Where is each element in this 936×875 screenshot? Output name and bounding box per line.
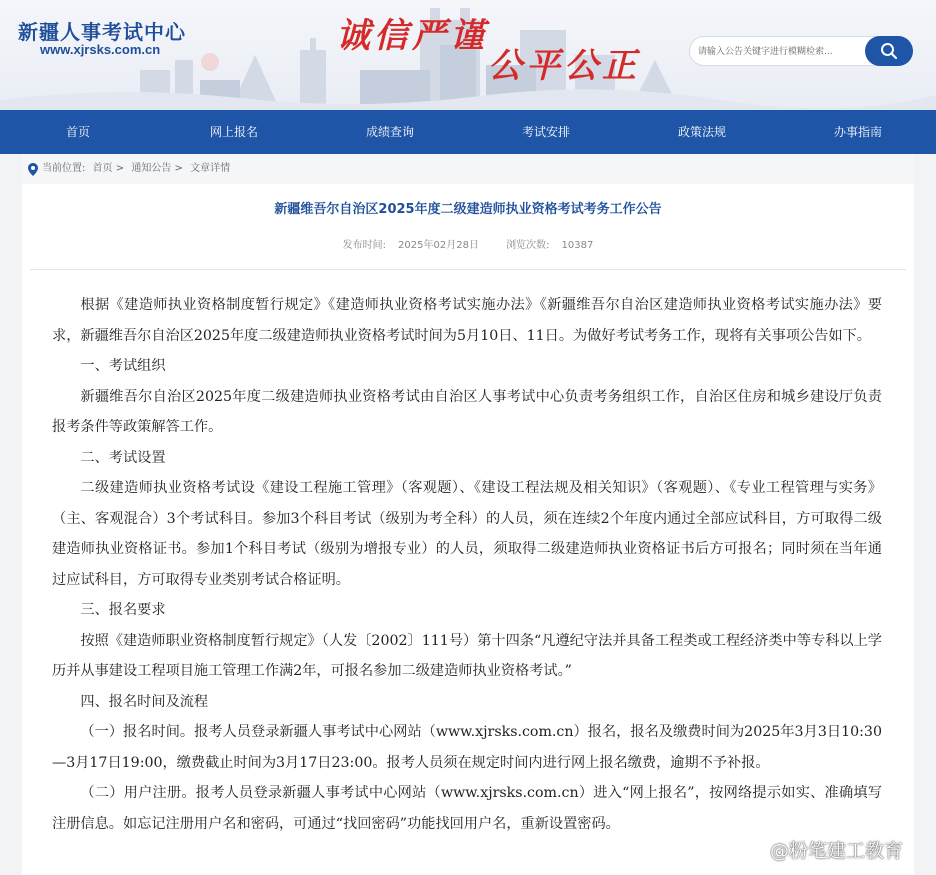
publish-date: 2025年02月28日 xyxy=(398,240,479,251)
site-header xyxy=(0,0,936,110)
nav-item-policies[interactable]: 政策法规 xyxy=(677,125,726,139)
breadcrumb-notices[interactable]: 通知公告 xyxy=(131,163,172,174)
search-button[interactable] xyxy=(865,36,913,66)
search-icon xyxy=(880,42,898,60)
article-panel xyxy=(22,184,914,875)
location-pin-icon xyxy=(28,163,38,176)
breadcrumb-prefix: 当前位置: xyxy=(42,163,86,174)
nav-item-score-query[interactable]: 成绩查询 xyxy=(365,125,414,139)
article-paragraph: 根据《建造师执业资格制度暂行规定》《建造师执业资格考试实施办法》《新疆维吾尔自治区建造师执业资格考试实施办法》要求，新疆维吾尔自治区2025年度二级建造师执业资格考试时间为5月10日、11日。为做好考试考务工作，现将有关事项公告如下。 xyxy=(52,297,882,344)
slogan-left: 诚信严谨 xyxy=(336,16,488,56)
nav-item-exam-schedule[interactable]: 考试安排 xyxy=(521,125,570,139)
search-input[interactable] xyxy=(696,40,860,64)
divider xyxy=(30,269,906,270)
section-heading: 一、考试组织 xyxy=(80,358,166,374)
search-box xyxy=(689,36,913,66)
breadcrumb-current: 文章详情 xyxy=(190,163,231,174)
watermark-text: @粉笔建工教育 xyxy=(770,840,904,862)
article-paragraph: （一）报名时间。报考人员登录新疆人事考试中心网站（www.xjrsks.com.cn）报名，报名及缴费时间为2025年3月3日10:30—3月17日19:00，缴费截止时间为3月17日23:00。报考人员须在规定时间内进行网上报名缴费，逾期不予补报。 xyxy=(52,724,882,771)
article-paragraph: 按照《建造师职业资格制度暂行规定》（人发〔2002〕111号）第十四条“凡遵纪守法并具备工程类或工程经济类中等专科以上学历并从事建设工程项目施工管理工作满2年，可报名参加二级建造师执业资格考试。” xyxy=(52,632,882,679)
article-body xyxy=(52,290,882,839)
article-paragraph: 新疆维吾尔自治区2025年度二级建造师执业资格考试由自治区人事考试中心负责考务组织工作，自治区住房和城乡建设厅负责报考条件等政策解答工作。 xyxy=(52,388,882,435)
breadcrumb-separator: > xyxy=(174,163,183,174)
main-nav xyxy=(0,110,936,154)
nav-item-guide[interactable]: 办事指南 xyxy=(833,125,882,139)
watermark xyxy=(746,836,903,863)
article-title: 新疆维吾尔自治区2025年度二级建造师执业资格考试考务工作公告 xyxy=(274,202,662,217)
nav-item-online-registration[interactable]: 网上报名 xyxy=(209,125,258,139)
section-heading: 三、报名要求 xyxy=(80,602,166,618)
slogan-right: 公平公正 xyxy=(488,46,640,86)
section-heading: 四、报名时间及流程 xyxy=(80,693,209,710)
views-count: 10387 xyxy=(561,240,594,251)
section-heading: 二、考试设置 xyxy=(80,449,166,466)
breadcrumb xyxy=(22,154,914,184)
breadcrumb-separator: > xyxy=(115,163,125,174)
nav-item-home[interactable]: 首页 xyxy=(65,125,90,139)
article-meta xyxy=(22,236,914,251)
publish-label: 发布时间: xyxy=(342,240,387,251)
site-logo-url[interactable]: www.xjrsks.com.cn xyxy=(40,42,161,57)
breadcrumb-home[interactable]: 首页 xyxy=(92,163,113,174)
site-logo-name[interactable]: 新疆人事考试中心 xyxy=(18,20,186,44)
views-label: 浏览次数: xyxy=(506,240,550,251)
weibo-icon xyxy=(746,843,768,861)
article-paragraph: （二）用户注册。报考人员登录新疆人事考试中心网站（www.xjrsks.com.cn）进入“网上报名”，按网络提示如实、准确填写注册信息。如忘记注册用户名和密码，可通过“找回密码”功能找回用户名，重新设置密码。 xyxy=(52,785,882,832)
article-paragraph: 二级建造师执业资格考试设《建设工程施工管理》（客观题）、《建设工程法规及相关知识》（客观题）、《专业工程管理与实务》（主、客观混合）3个考试科目。参加3个科目考试（级别为考全科）的人员，须在连续2个年度内通过全部应试科目，方可取得二级建造师执业资格证书。参加1个科目考试（级别为增报专业）的人员，须取得二级建造师执业资格证书后方可报名；同时须在当年通过应试科目，方可取得专业类别考试合格证明。 xyxy=(52,480,882,588)
